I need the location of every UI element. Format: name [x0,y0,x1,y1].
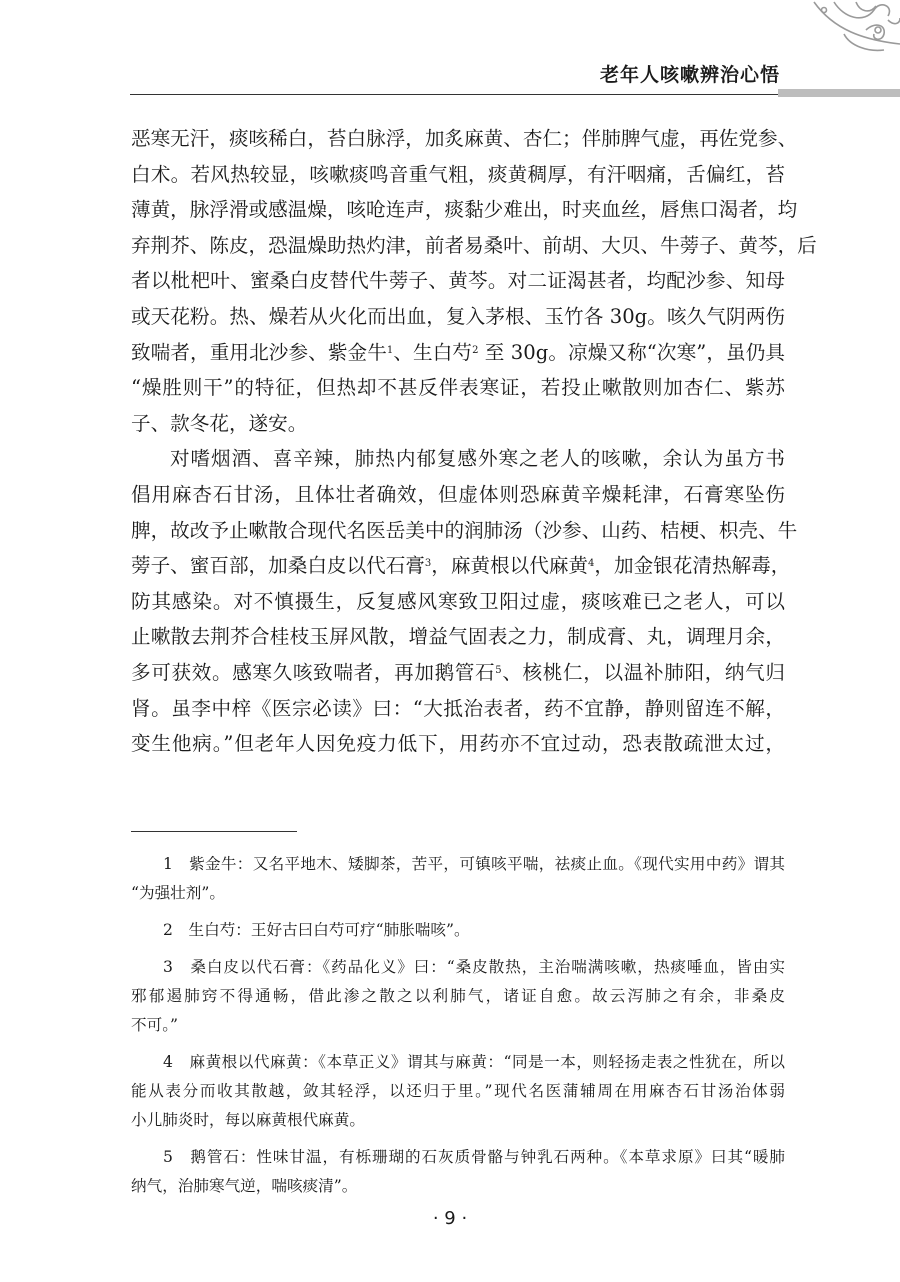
text-line: 防其感染。对不慎摄生，反复感风寒致卫阳过虚，痰咳难已之老人，可以 [131,589,785,613]
text-line: 者以枇杷叶、蜜桑白皮替代牛蒡子、黄芩。对二证渴甚者，均配沙参、知母 [131,269,785,293]
text-line: 对嗜烟酒、喜辛辣，肺热内郁复感外寒之老人的咳嗽，余认为虽方书 [170,447,785,471]
text-line: 恶寒无汗，痰咳稀白，苔白脉浮，加炙麻黄、杏仁；伴肺脾气虚，再佐党参、 [131,127,798,150]
text-line: 薄黄，脉浮滑或感温燥，咳呛连声，痰黏少难出，时夹血丝，唇焦口渴者，均 [131,198,798,222]
footnote-line: 2 生白芍：王好古曰白芍可疗“肺胀喘咳”。 [163,921,470,939]
page-number: · 9 · [432,1208,468,1229]
header-rule [130,94,788,95]
text-line: 弃荆芥、陈皮，恐温燥助热灼津，前者易桑叶、前胡、大贝、牛蒡子、黄芩，后 [131,233,817,257]
footnote-line: 4 麻黄根以代麻黄：《本草正义》谓其与麻黄：“同是一本，则轻扬走表之性犹在，所以 [163,1053,786,1071]
text-line: 白术。若风热较显，咳嗽痰鸣音重气粗，痰黄稠厚，有汗咽痛，舌偏红，苔 [131,162,785,186]
text-line: 肾。虽李中梓《医宗必读》曰：“大抵治表者，药不宜静，静则留连不解， [131,696,785,720]
footnote-rule [131,831,297,832]
footnote-line: 邪郁遏肺窍不得通畅，借此渗之散之以利肺气，诸证自愈。故云泻肺之有余，非桑皮 [131,987,785,1005]
footnote-5 [131,1143,785,1201]
footnote-line: “为强壮剂”。 [131,884,225,902]
footnote-1 [131,850,785,908]
paragraph [131,441,798,761]
footnote-line: 1 紫金牛：又名平地木、矮脚茶，苦平，可镇咳平喘，祛痰止血。《现代实用中药》谓其 [163,855,785,873]
text-line: 致喘者，重用北沙参、紫金牛$^1$、生白芍$^2$ 至 30g。凉燥又称“次寒”，虽仍具 [131,340,785,364]
footnote-line: 纳气，治肺寒气逆，喘咳痰清”。 [131,1177,358,1195]
paragraph [131,121,817,441]
text-line: 倡用麻杏石甘汤，且体壮者确效，但虚体则恐麻黄辛燥耗津，石膏寒坠伤 [131,482,785,506]
text-line: 脾，故改予止嗽散合现代名医岳美中的润肺汤（沙参、山药、桔梗、枳壳、牛 [131,518,798,542]
text-line: 子、款冬花，遂安。 [131,411,308,435]
text-line: 或天花粉。热、燥若从火化而出血，复入茅根、玉竹各 30g。咳久气阴两伤 [131,304,785,328]
footnote-4 [131,1048,785,1135]
footnote-line: 小儿肺炎时，每以麻黄根代麻黄。 [131,1111,365,1129]
text-line: 蒡子、蜜百部，加桑白皮以代石膏$^3$，麻黄根以代麻黄$^4$，加金银花清热解毒， [131,554,791,578]
footnote-line: 不可。” [131,1016,178,1034]
text-line: “燥胜则干”的特征，但热却不甚反伴表寒证，若投止嗽散则加杏仁、紫苏 [131,376,785,400]
footnote-3 [131,953,785,1040]
footnotes [131,850,785,1209]
body-text [131,121,817,762]
header-accent-bar [778,89,900,97]
footnote-line: 能从表分而收其散越，敛其轻浮，以还归于里。”现代名医蒲辅周在用麻杏石甘汤治体弱 [131,1082,785,1100]
text-line: 变生他病。”但老年人因免疫力低下，用药亦不宜过动，恐表散疏泄太过， [131,732,785,756]
text-line: 多可获效。感寒久咳致喘者，再加鹅管石$^5$、核桃仁，以温补肺阳，纳气归 [131,660,786,684]
running-header-title: 老年人咳嗽辨治心悟 [599,64,780,86]
footnote-2 [131,916,785,945]
footnote-line: 3 桑白皮以代石膏：《药品化义》曰：“桑皮散热，主治喘满咳嗽，热痰唾血，皆由实 [163,958,785,976]
text-line: 止嗽散去荆芥合桂枝玉屏风散，增益气固表之力，制成膏、丸，调理月余， [131,625,785,649]
corner-ornament [804,0,900,64]
footnote-line: 5 鹅管石：性味甘温，有栎珊瑚的石灰质骨骼与钟乳石两种。《本草求原》曰其“暖肺 [163,1148,785,1166]
